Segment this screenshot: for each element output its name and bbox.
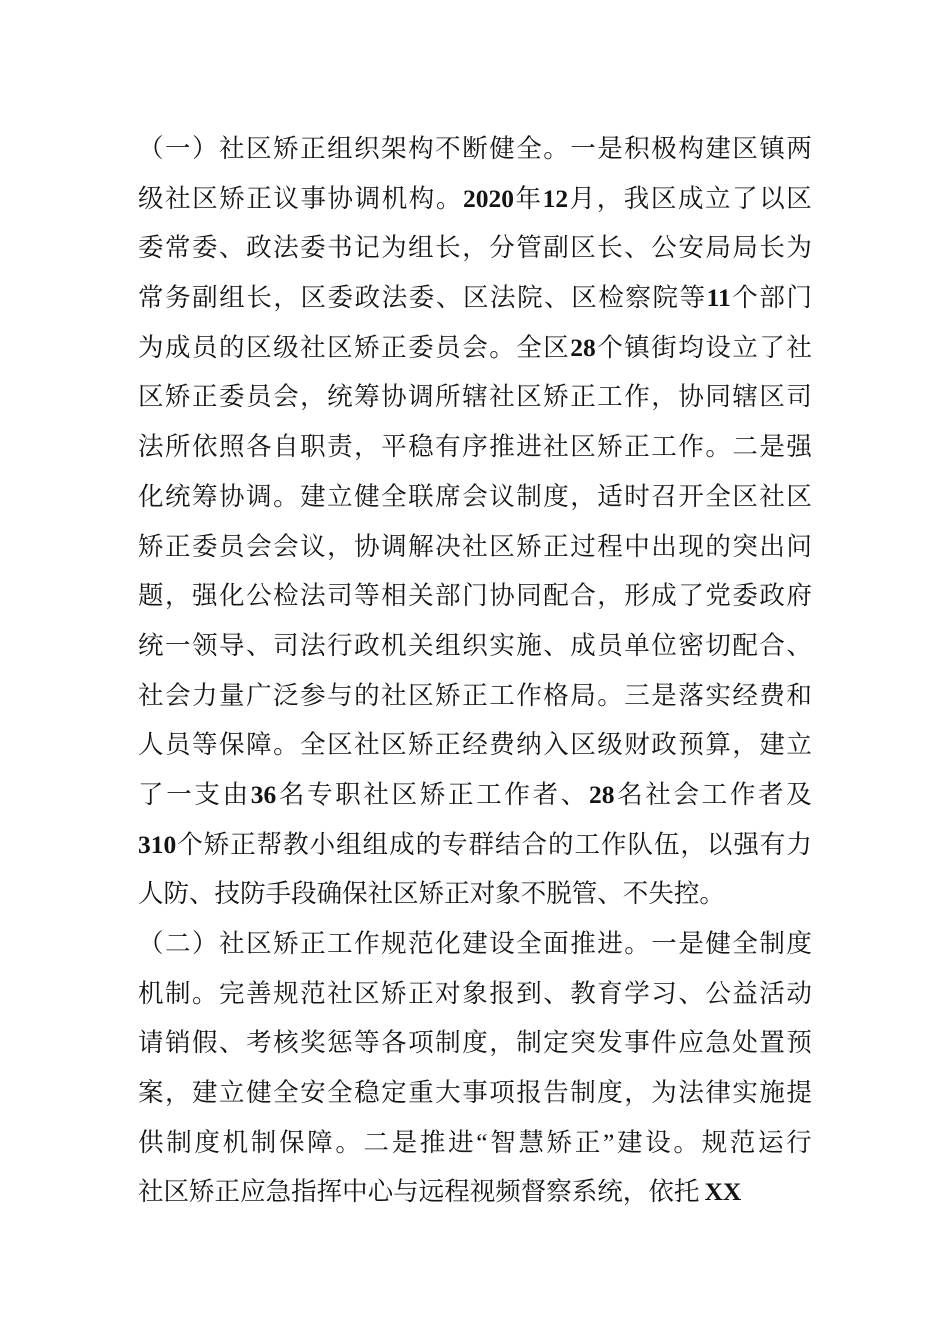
text-line: 人 员 等 保 障 。 全 区 社 区 矫 正 经 费 纳 入 区 级 财 政 预 算 ， 建 立	[138, 730, 812, 760]
text-line: 为 成 员 的 区 级 社 区 矫 正 委 员 会 。 全 区 28 个 镇 街 均 设 立 了 社	[138, 332, 812, 362]
text-line: （ 二 ） 社 区 矫 正 工 作 规 范 化 建 设 全 面 推 进 。 一 是 健 全 制 度	[138, 929, 812, 958]
text-line: 社 会 力 量 广 泛 参 与 的 社 区 矫 正 工 作 格 局 。 三 是 落 实 经 费 和	[138, 680, 812, 710]
text-line: 矫 正 委 员 会 会 议 ， 协 调 解 决 社 区 矫 正 过 程 中 出 现 的 突 出 问	[138, 531, 812, 561]
text-line: 统 一 领 导 、 司 法 行 政 机 关 组 织 实 施 、 成 员 单 位 密 切 配 合 、	[138, 630, 812, 660]
text-line: 题 ， 强 化 公 检 法 司 等 相 关 部 门 协 同 配 合 ， 形 成 了 党 委 政 府	[138, 581, 812, 611]
paragraph-section-1	[138, 124, 812, 919]
text-line: 社区矫正应急指挥中心与远程视频督察系统，依托 XX	[138, 1177, 742, 1207]
text-line: 级 社 区 矫 正 议 事 协 调 机 构 。 2020 年 12 月 ， 我 区 成 立 了 以 区	[138, 183, 812, 213]
text-line: 案 ， 建 立 健 全 安 全 稳 定 重 大 事 项 报 告 制 度 ， 为 法 律 实 施 提	[138, 1078, 812, 1108]
text-line: （ 一 ） 社 区 矫 正 组 织 架 构 不 断 健 全 。 一 是 积 极 构 建 区 镇 两	[138, 134, 812, 163]
text-line: 了 一 支 由 36 名 专 职 社 区 矫 正 工 作 者 、 28 名 社 会 工 作 者 及	[138, 779, 812, 809]
text-line: 供 制 度 机 制 保 障 。 二 是 推 进 “ 智 慧 矫 正 ” 建 设 。 规 范 运 行	[138, 1127, 812, 1157]
text-line: 常 务 副 组 长 ， 区 委 政 法 委 、 区 法 院 、 区 检 察 院 等 11 个 部 门	[138, 283, 812, 313]
text-line: 化 统 筹 协 调 。 建 立 健 全 联 席 会 议 制 度 ， 适 时 召 开 全 区 社 区	[138, 481, 812, 511]
text-line: 人防、技防手段确保社区矫正对象不脱管、不失控。	[138, 879, 725, 909]
text-line: 机 制 。 完 善 规 范 社 区 矫 正 对 象 报 到 、 教 育 学 习 、 公 益 活 动	[138, 978, 812, 1008]
paragraph-section-2	[138, 919, 812, 1217]
text-line: 委 常 委 、 政 法 委 书 记 为 组 长 ， 分 管 副 区 长 、 公 安 局 局 长 为	[138, 233, 812, 263]
document-text	[138, 124, 812, 1217]
text-line: 请 销 假 、 考 核 奖 惩 等 各 项 制 度 ， 制 定 突 发 事 件 应 急 处 置 预	[138, 1028, 812, 1058]
text-line: 310 个 矫 正 帮 教 小 组 组 成 的 专 群 结 合 的 工 作 队 伍 ， 以 强 有 力	[138, 829, 812, 859]
text-line: 法 所 依 照 各 自 职 责 ， 平 稳 有 序 推 进 社 区 矫 正 工 作 。 二 是 强	[138, 432, 812, 462]
text-line: 区 矫 正 委 员 会 ， 统 筹 协 调 所 辖 社 区 矫 正 工 作 ， 协 同 辖 区 司	[138, 382, 812, 412]
